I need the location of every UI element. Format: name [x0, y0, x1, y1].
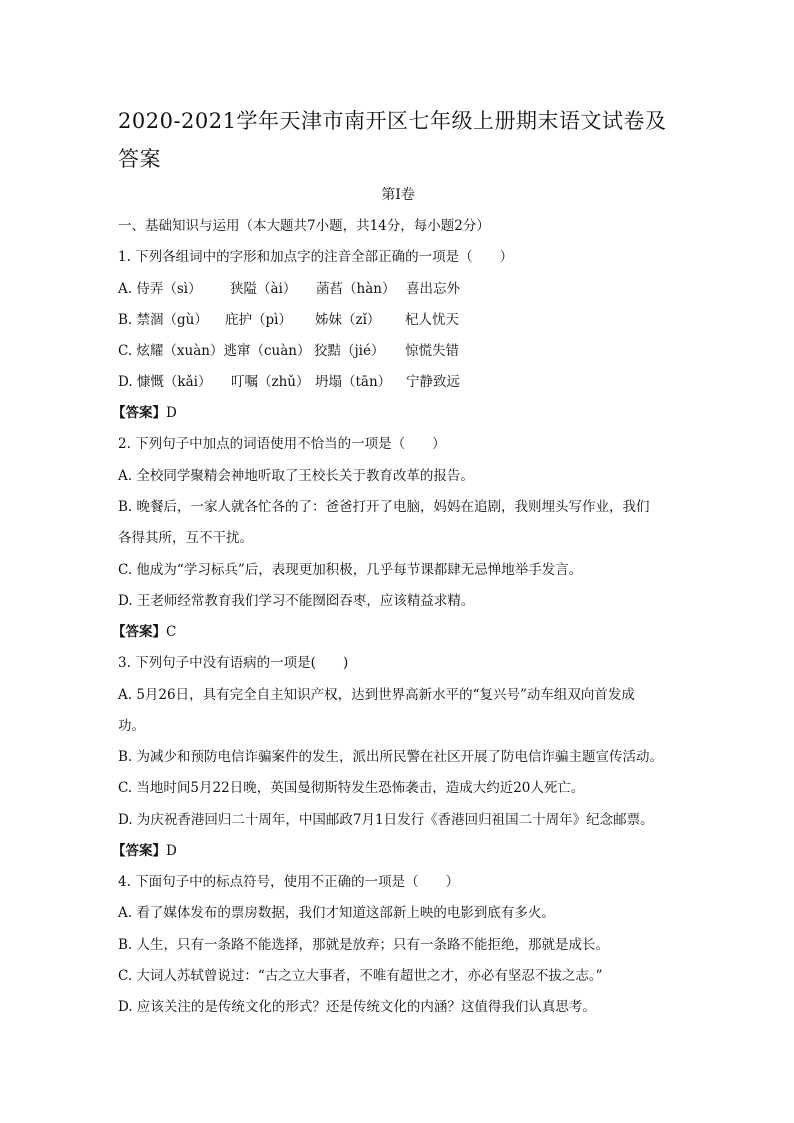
question-4-option-a: A. 看了媒体发布的票房数据，我们才知道这部新上映的电影到底有多火。: [118, 905, 555, 921]
question-4-option-c: C. 大词人苏轼曾说过：“古之立大事者，不唯有超世之才，亦必有坚忍不拔之志。”: [118, 968, 603, 984]
option-c-part-1: C. 炫耀（xuàn）逃窜（cuàn）: [118, 343, 311, 359]
option-c-part-3: 惊慌失错: [405, 343, 459, 359]
option-d-part-2: 叮嘱（zhǔ）: [231, 374, 310, 390]
question-1-stem: 1. 下列各组词中的字形和加点字的注音全部正确的一项是（ ）: [118, 249, 514, 265]
option-a-part-2: 狭隘（ài）: [230, 281, 297, 297]
question-1-option-c: [118, 341, 678, 361]
question-2-option-c: C. 他成为“学习标兵”后，表现更加积极，几乎每节课都肆无忌惮地举手发言。: [118, 562, 583, 578]
question-3-answer: [112, 841, 672, 861]
question-2-stem: 2. 下列句子中加点的词语使用不恰当的一项是（ ）: [118, 436, 446, 452]
option-b-part-4: 杞人忧天: [405, 312, 459, 328]
option-b-part-3: 姊妹（zǐ）: [315, 312, 381, 328]
question-4-option-d: D. 应该关注的是传统文化的形式？还是传统文化的内涵？这值得我们认真思考。: [118, 999, 596, 1015]
option-c-part-2: 狡黠（jié）: [314, 343, 385, 359]
question-1-answer: [112, 403, 672, 423]
question-3-option-c: C. 当地时间5月22日晚，英国曼彻斯特发生恐怖袭击，造成大约近20人死亡。: [118, 780, 585, 796]
question-1-option-b: [118, 310, 678, 330]
option-d-part-1: D. 慷慨（kǎi）: [118, 374, 212, 390]
option-a-part-3: 菡萏（hàn）: [316, 281, 396, 297]
question-3-option-d: D. 为庆祝香港回归二十周年，中国邮政7月1日发行《香港回归祖国二十周年》纪念邮票。: [118, 812, 654, 828]
answer-value: D: [166, 405, 177, 421]
question-3-option-a-line-1: A. 5月26日，具有完全自主知识产权，达到世界高新水平的“复兴号”动车组双向首发成: [118, 687, 635, 703]
document-title: 2020-2021学年天津市南开区七年级上册期末语文试卷及答案: [118, 109, 667, 171]
option-b-part-2: 庇护（pì）: [225, 312, 292, 328]
question-1-option-d: [118, 372, 678, 392]
question-3-option-a-line-2: 功。: [118, 718, 145, 734]
question-1-option-a: [118, 279, 678, 299]
question-4-stem: 4. 下面句子中的标点符号，使用不正确的一项是（ ）: [118, 874, 460, 890]
question-2-option-b-line-2: 各得其所，互不干扰。: [118, 530, 253, 546]
option-d-part-3: 坍塌（tān）: [315, 374, 392, 390]
answer-label: 【答案】: [112, 843, 166, 859]
option-b-part-1: B. 禁涸（gù）: [118, 312, 208, 328]
question-3-stem: 3. 下列句子中没有语病的一项是( ): [118, 655, 349, 671]
volume-heading: 第I卷: [381, 187, 415, 203]
question-3-option-b: B. 为减少和预防电信诈骗案件的发生，派出所民警在社区开展了防电信诈骗主题宣传活动。: [118, 749, 664, 765]
answer-label: 【答案】: [112, 405, 166, 421]
option-a-part-1: A. 侍弄（sì）: [118, 281, 202, 297]
section-heading: 一、基础知识与运用（本大题共7小题，共14分，每小题2分）: [118, 218, 490, 234]
question-4-option-b: B. 人生，只有一条路不能选择，那就是放弃；只有一条路不能拒绝，那就是成长。: [118, 937, 610, 953]
option-a-part-4: 喜出忘外: [406, 281, 460, 297]
answer-value: D: [166, 843, 177, 859]
answer-label: 【答案】: [112, 624, 166, 640]
question-2-option-d: D. 王老师经常教育我们学习不能囫囵吞枣，应该精益求精。: [118, 593, 475, 609]
answer-value: C: [166, 624, 177, 640]
question-2-option-b-line-1: B. 晚餐后，一家人就各忙各的了：爸爸打开了电脑，妈妈在追剧，我则埋头写作业，我们: [118, 499, 650, 515]
question-2-answer: [112, 622, 672, 642]
option-d-part-4: 宁静致远: [406, 374, 460, 390]
question-2-option-a: A. 全校同学聚精会神地听取了王校长关于教育改革的报告。: [118, 468, 474, 484]
